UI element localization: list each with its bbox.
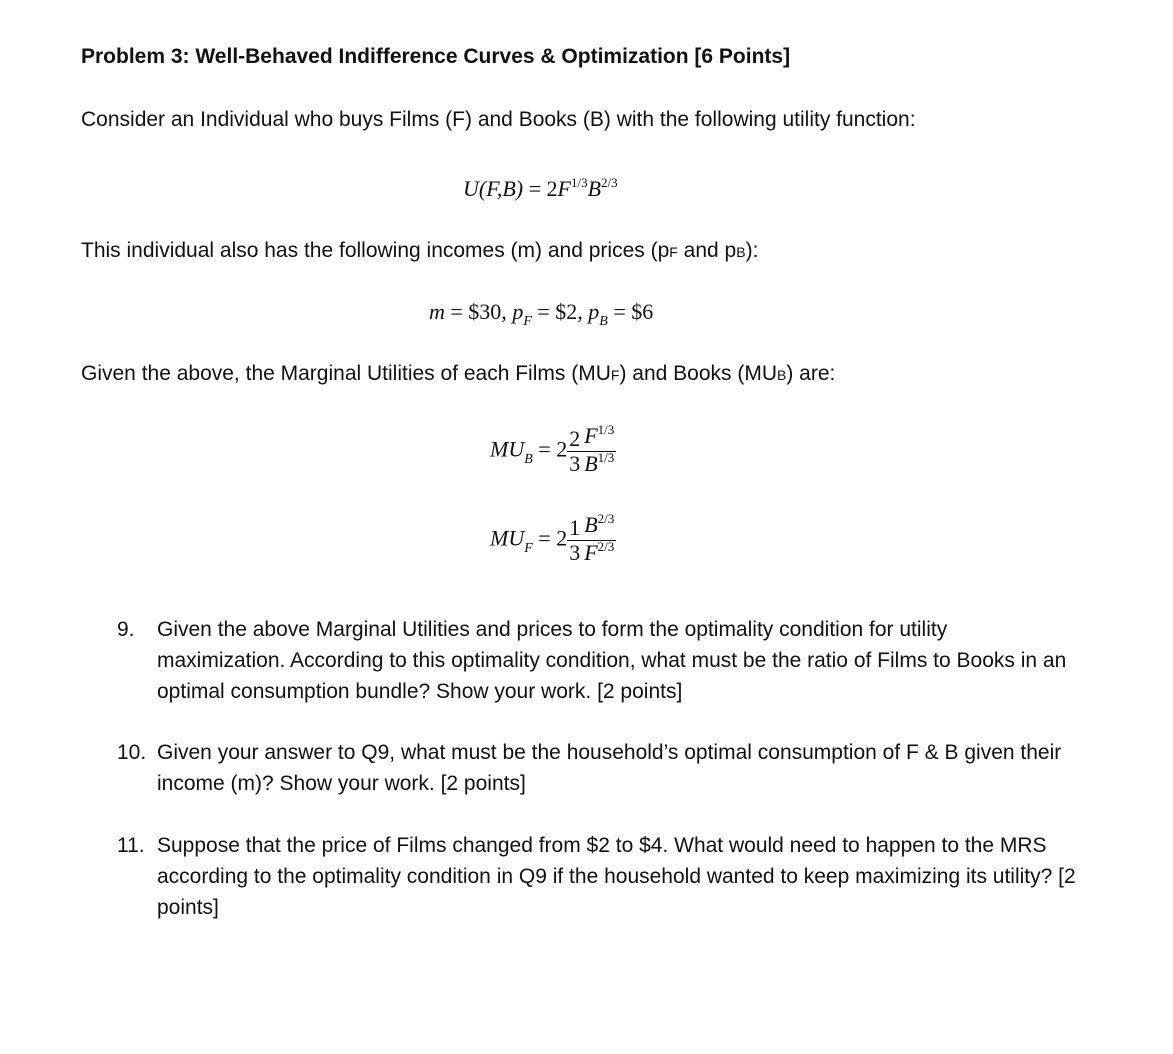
income-intro-mid: and p	[677, 239, 737, 262]
question-number: 11.	[117, 834, 145, 857]
income-prices	[429, 299, 654, 329]
mu-intro-mid: ) and Books (MU	[619, 362, 777, 385]
mu-b-sub: B	[524, 451, 533, 467]
mu-b-den-var: B	[584, 451, 598, 476]
income-intro-end: ):	[745, 239, 759, 262]
mu-intro-sub-b: B	[777, 367, 787, 383]
income-intro	[81, 239, 758, 263]
utility-lhs: U(F,B)	[463, 176, 524, 201]
utility-exp2: 2/3	[601, 175, 618, 190]
utility-var2: B	[587, 176, 602, 201]
utility-var1: F	[557, 176, 571, 201]
mu-b-frac-coef-num: 2	[569, 426, 581, 451]
mu-f-den-var: F	[584, 540, 598, 565]
question-number: 9.	[117, 618, 135, 641]
utility-eq: =	[528, 176, 542, 201]
mu-b-frac-coef	[567, 427, 582, 476]
income-intro-sub-f: F	[669, 244, 678, 260]
mu-intro-sub-f: F	[610, 367, 620, 383]
pb-sub: B	[599, 314, 608, 329]
mu-b-frac-coef-den: 3	[569, 451, 581, 476]
problem-title: Problem 3: Well-Behaved Indifference Curves & Optimization [6 Points]	[81, 45, 791, 68]
utility-coef: 2	[546, 176, 558, 201]
question-text: Given the above Marginal Utilities and prices to form the optimality condition for utility maximization. According to this optimality condition, what must be the ratio of Films to Books in an optimal consumption bundle? Show your work. [2 points]	[157, 618, 1067, 703]
mu-intro	[81, 362, 835, 386]
mu-f-eq: = 2	[538, 525, 568, 551]
mu-b-eq: = 2	[538, 436, 568, 462]
pb-var: p	[588, 299, 600, 324]
mu-f-num-exp: 2/3	[597, 511, 615, 526]
question-number: 10.	[117, 741, 147, 764]
mu-intro-text: Given the above, the Marginal Utilities of each Films (MU	[81, 362, 611, 385]
mu-b-num-exp: 1/3	[597, 422, 615, 437]
pf-var: p	[512, 299, 524, 324]
mu-f-label: MU	[490, 525, 525, 551]
m-val: = $30,	[450, 299, 507, 324]
pf-sub: F	[523, 314, 532, 329]
income-intro-text: This individual also has the following incomes (m) and prices (p	[81, 239, 670, 262]
question-text: Given your answer to Q9, what must be the household’s optimal consumption of F & B given their income (m)? Show your work. [2 points]	[157, 741, 1062, 795]
mu-b-den-exp: 1/3	[597, 450, 615, 465]
mu-intro-end: ) are:	[786, 362, 836, 385]
question-text: Suppose that the price of Films changed from $2 to $4. What would need to happen to the MRS according to the optimality condition in Q9 if the household wanted to keep maximizing its utility? [2 points]	[157, 834, 1076, 919]
mu-b-num-var: F	[584, 423, 598, 448]
mu-f-frac-var	[582, 513, 616, 568]
mu-f-num-var: B	[584, 512, 598, 537]
utility-exp1: 1/3	[570, 175, 588, 190]
mu-f-frac-coef	[567, 516, 582, 565]
mu-b-equation	[490, 424, 616, 479]
m-var: m	[429, 299, 445, 324]
mu-f-frac-coef-num: 1	[569, 515, 581, 540]
mu-f-frac-coef-den: 3	[569, 540, 581, 565]
mu-f-den-exp: 2/3	[597, 539, 615, 554]
mu-f-equation	[490, 513, 616, 568]
utility-function	[463, 176, 618, 202]
intro-text: Consider an Individual who buys Films (F) and Books (B) with the following utility function:	[81, 108, 916, 131]
income-intro-sub-b: B	[736, 244, 746, 260]
pb-val: = $6	[613, 299, 654, 324]
mu-b-label: MU	[490, 436, 525, 462]
mu-f-sub: F	[524, 540, 533, 556]
mu-b-frac-var	[582, 424, 616, 479]
pf-val: = $2,	[537, 299, 583, 324]
